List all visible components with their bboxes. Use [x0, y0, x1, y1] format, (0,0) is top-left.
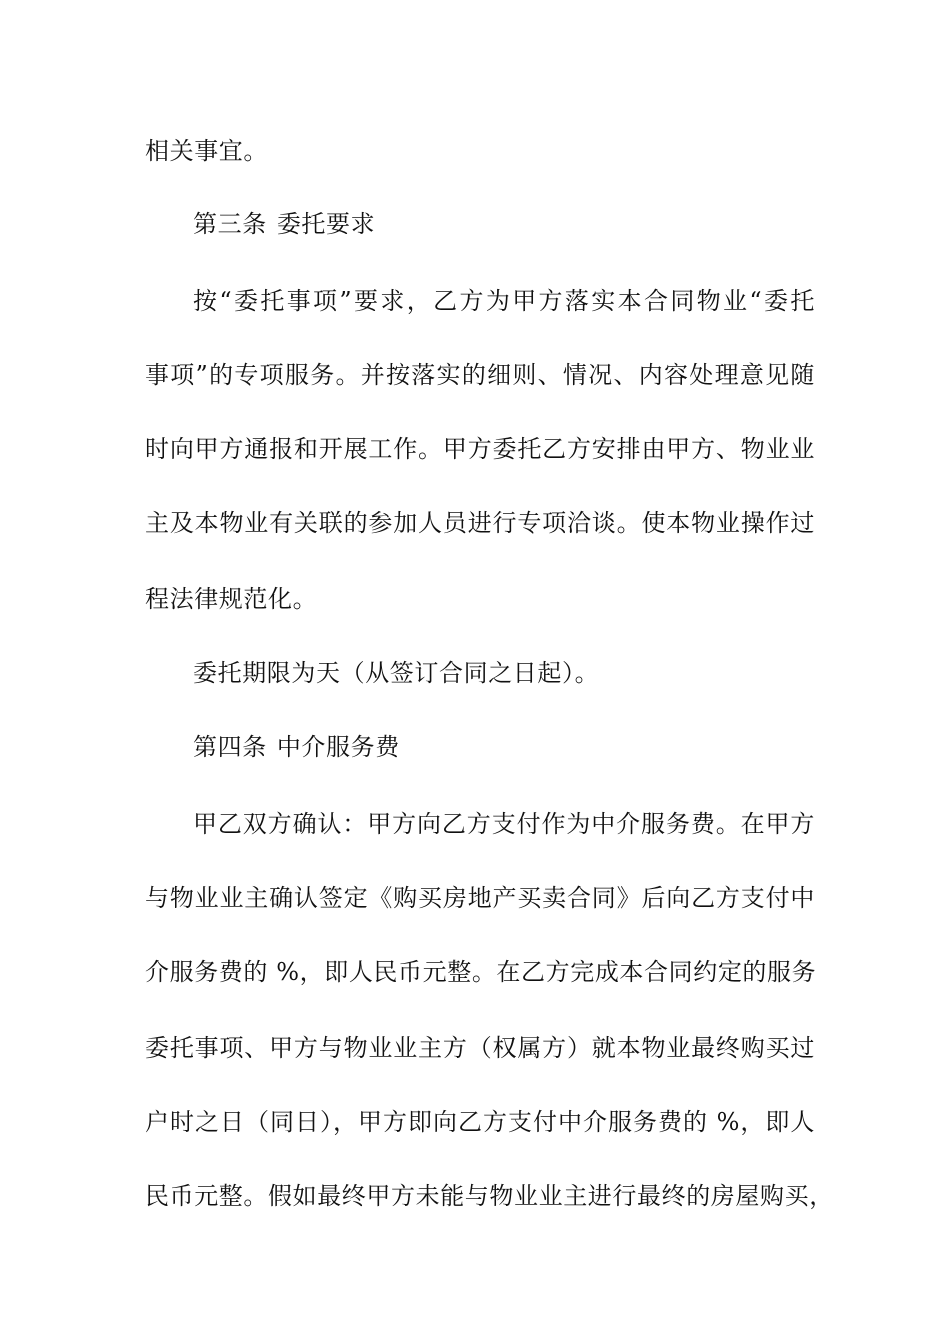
text-line-continuation: 相关事宜。 [145, 137, 268, 165]
article-3-title: 委托要求 [276, 210, 376, 238]
paragraph-line: 程法律规范化。 [145, 585, 318, 613]
paragraph-line: 委托事项、甲方与物业业主方（权属方）就本物业最终购买过 [145, 1034, 815, 1062]
article-3-number: 第三条 [193, 210, 267, 238]
paragraph-line: 与物业业主确认签定《购买房地产买卖合同》后向乙方支付中 [145, 884, 815, 912]
paragraph-line: 时向甲方通报和开展工作。甲方委托乙方安排由甲方、物业业 [145, 435, 815, 463]
paragraph-line: 按“委托事项”要求，乙方为甲方落实本合同物业“委托 [193, 287, 815, 315]
term-paragraph: 委托期限为天（从签订合同之日起）。 [193, 659, 600, 687]
article-4-number: 第四条 [193, 733, 267, 761]
article-4-title: 中介服务费 [276, 733, 400, 761]
paragraph-line: 甲乙双方确认：甲方向乙方支付作为中介服务费。在甲方 [193, 810, 815, 838]
article-4-heading [193, 727, 863, 767]
paragraph-line: 主及本物业有关联的参加人员进行专项洽谈。使本物业操作过 [145, 509, 815, 537]
paragraph-line: 事项”的专项服务。并按落实的细则、情况、内容处理意见随 [145, 361, 815, 389]
article-3-heading [193, 204, 863, 244]
paragraph-line: 民币元整。假如最终甲方未能与物业业主进行最终的房屋购买， [145, 1182, 834, 1210]
paragraph-line: 户时之日（同日），甲方即向乙方支付中介服务费的 %，即人 [145, 1108, 815, 1136]
paragraph-line: 介服务费的 %，即人民币元整。在乙方完成本合同约定的服务 [145, 958, 817, 986]
